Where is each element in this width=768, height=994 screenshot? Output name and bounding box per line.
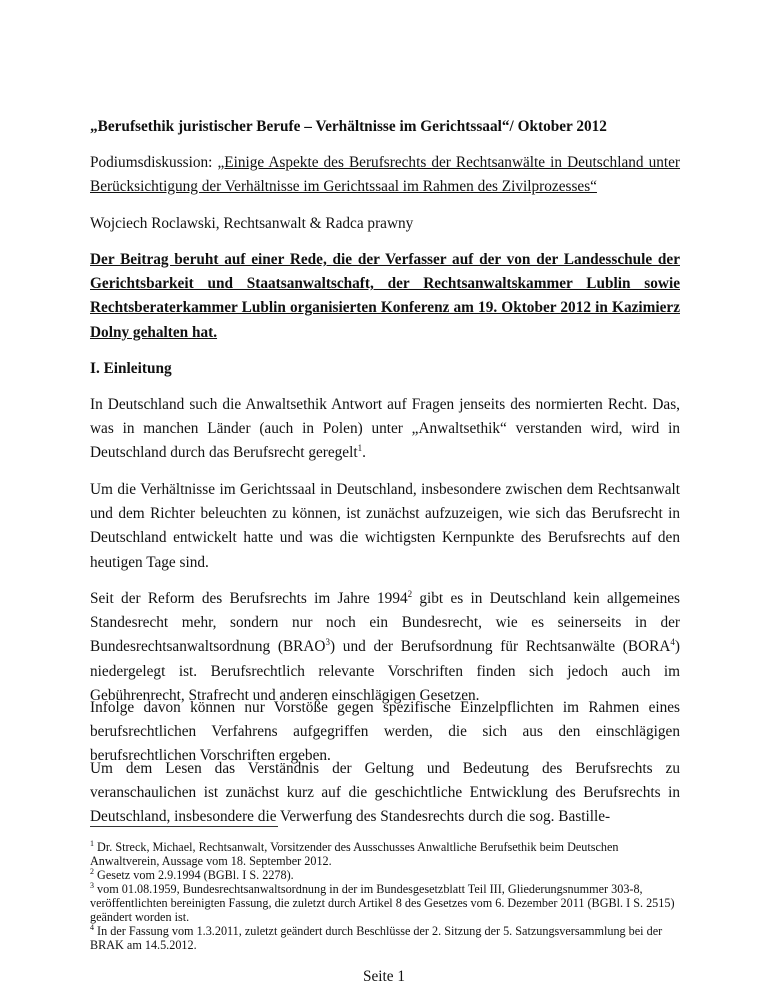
paragraph-2: Um die Verhältnisse im Gerichtssaal in Deutschland, insbesondere zwischen dem Rechtsanwalt und dem Richter beleuchten zu können, ist zunächst aufzuzeigen, wie sich das Berufsrecht in Deutschland entwickelt hatte und was die wichtigsten Kernpunkte des Berufsrechts auf den heutigen Tage sind. [90,481,680,571]
page-number: Seite 1 [362,968,406,985]
paragraph-3 [90,587,680,708]
footnote-number: 2 [90,866,94,876]
context-note: Der Beitrag beruht auf einer Rede, die der Verfasser auf der von der Landesschule der Gerichtsbarkeit und Staatsanwaltschaft, der Rechtsanwaltskammer Lublin sowie Rechtsberaterkammer Lublin organisierten Konferenz am 19. Oktober 2012 in Kazimierz Dolny gehalten hat. [90,251,680,341]
paragraph-text: ) niedergelegt ist. Berufsrechtlich relevante Vorschriften finden sich jedoch auch im Gebührenrecht, Strafrecht und anderen einschlägigen Gesetzen. [90,638,680,704]
section-heading: I. Einleitung [90,360,172,377]
panel-title: „Einige Aspekte des Berufsrechts der Rechtsanwälte in Deutschland unter Berücksichtigung der Verhältnisse im Gerichtssaal im Rahmen des Zivilprozesses“ [90,154,681,196]
panel-prefix: Podiumsdiskussion: [90,154,218,171]
document-title: „Berufsethik juristischer Berufe – Verhältnisse im Gerichtssaal“/ Oktober 2012 [90,118,607,135]
footnote-ref-3[interactable]: 3 [325,637,330,648]
paragraph-text: In Deutschland such die Anwaltsethik Antwort auf Fragen jenseits des normierten Recht. Das, was in manchen Länder (auch in Polen) unter „Anwaltsethik“ verstanden wird, wird in Deutschland durch das Berufsrecht geregelt [90,396,680,462]
footnote-text: Dr. Streck, Michael, Rechtsanwalt, Vorsitzender des Ausschusses Anwaltliche Berufsethik beim Deutschen Anwaltverein, Aussage vom 18. September 2012. [90,840,619,868]
footnote-text: vom 01.08.1959, Bundesrechtsanwaltsordnung in der im Bundesgesetzblatt Teil III, Gliederungsnummer 303-8, veröffentlichten bereinigten Fassung, die zuletzt durch Artikel 8 des Gesetzes vom 6. Dezember 2011 (BGBl. I S. 2515) geändert worden ist. [90,882,675,924]
panel-discussion [90,151,680,199]
footnote-2 [90,866,680,883]
footnote-text: In der Fassung vom 1.3.2011, zuletzt geändert durch Beschlüsse der 2. Sitzung der 5. Satzungsversammlung bei der BRAK am 14.5.2012. [90,924,663,952]
paragraph-1 [90,393,680,466]
footnote-ref-4[interactable]: 4 [670,637,675,648]
paragraph-4: Infolge davon können nur Vorstöße gegen spezifische Einzelpflichten im Rahmen eines berufsrechtlichen Verfahrens aufgegriffen werden, die sich aus den einschlägigen berufsrechtlichen Vorschriften ergeben. [90,699,680,765]
paragraph-text: gibt es in Deutschland kein allgemeines Standesrecht mehr, sondern nur noch ein Bundesrecht, wie es seinerseits in der Bundesrechtsanwaltsordnung (BRAO [90,590,680,656]
footnote-number: 1 [90,838,94,848]
footnote-number: 4 [90,922,94,932]
paragraph-5: Um dem Lesen das Verständnis der Geltung und Bedeutung des Berufsrechts zu veranschaulichen ist zunächst kurz auf die geschichtliche Entwicklung des Berufsrechts in Deutschland, insbesondere die Verwerfung des Standesrechts durch die sog. Bastille- [90,760,680,826]
footnote-3 [90,880,680,924]
paragraph-text: . [362,444,366,462]
footnote-ref-2[interactable]: 2 [407,588,413,599]
paragraph-text: Seit der Reform des Berufsrechts im Jahre 1994 [90,590,408,607]
footnote-ref-1[interactable]: 1 [357,443,363,454]
footnote-text: Gesetz vom 2.9.1994 (BGBl. I S. 2278). [94,868,294,882]
author-line: Wojciech Roclawski, Rechtsanwalt & Radca prawny [90,215,414,232]
footnote-1 [90,838,680,869]
footnote-divider [90,826,278,827]
footnote-4 [90,922,680,953]
footnote-number: 3 [90,880,94,890]
paragraph-text: ) und der Berufsordnung für Rechtsanwälte (BORA [329,638,671,656]
